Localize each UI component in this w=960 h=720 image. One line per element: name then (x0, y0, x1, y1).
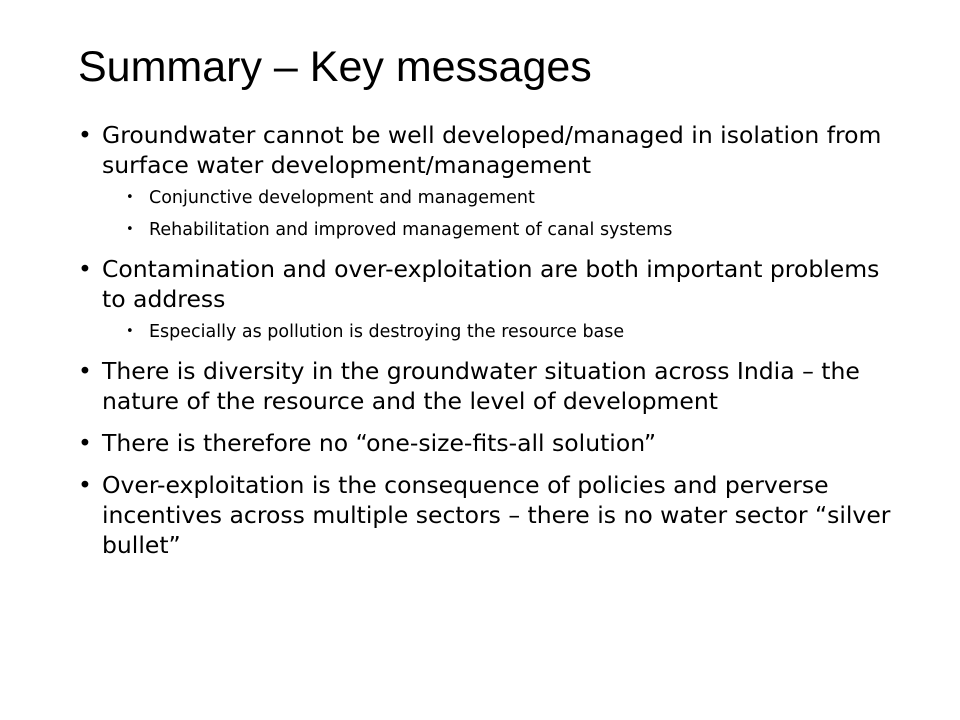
sub-point-list (126, 186, 908, 242)
bullet-icon: • (78, 255, 92, 283)
bullet-icon: • (78, 357, 92, 385)
bullet-icon: • (78, 429, 92, 457)
key-message (78, 356, 908, 416)
sub-point-text: Especially as pollution is destroying the resource base (149, 322, 625, 342)
slide-title: Summary – Key messages (78, 43, 592, 91)
bullet-icon: • (126, 324, 134, 339)
key-message (78, 254, 908, 344)
bullet-icon: • (126, 222, 134, 237)
key-message-text: Contamination and over-exploitation are both important problems to address (102, 255, 880, 313)
key-messages-list (78, 120, 908, 572)
bullet-icon: • (78, 471, 92, 499)
key-message (78, 428, 908, 458)
key-message-text: Groundwater cannot be well developed/managed in isolation from surface water development/management (102, 121, 882, 179)
key-message-text: There is therefore no “one-size-fits-all solution” (102, 429, 656, 457)
sub-point-text: Conjunctive development and management (149, 188, 535, 208)
bullet-icon: • (78, 121, 92, 149)
sub-point (126, 320, 908, 344)
sub-point (126, 218, 908, 242)
sub-point-text: Rehabilitation and improved management of canal systems (149, 220, 673, 240)
key-message-text: There is diversity in the groundwater situation across India – the nature of the resource and the level of development (102, 357, 860, 415)
bullet-icon: • (126, 190, 134, 205)
key-message (78, 120, 908, 242)
sub-point (126, 186, 908, 210)
key-message (78, 470, 908, 560)
key-message-text: Over-exploitation is the consequence of policies and perverse incentives across multiple sectors – there is no water sector “silver bullet” (102, 471, 891, 559)
sub-point-list (126, 320, 908, 344)
